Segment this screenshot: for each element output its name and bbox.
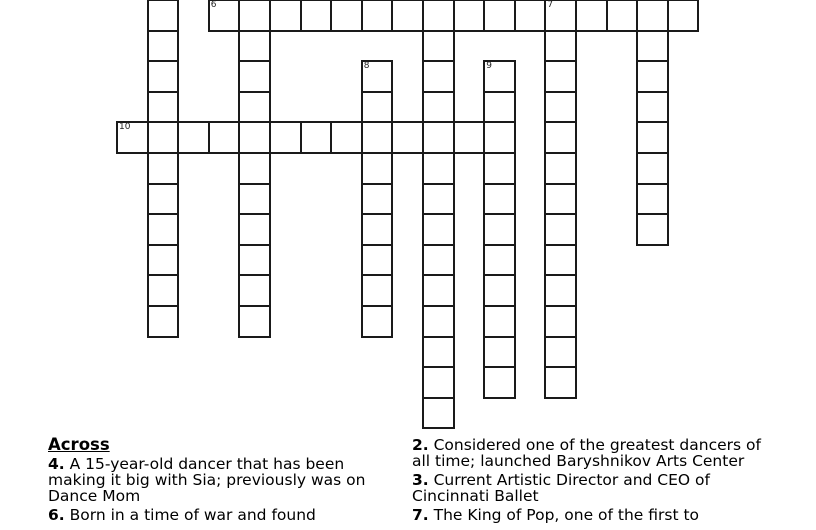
- crossword-cell[interactable]: [238, 305, 271, 338]
- crossword-cell[interactable]: [544, 274, 577, 307]
- clues-left-column: [48, 437, 398, 526]
- crossword-cell[interactable]: [238, 91, 271, 124]
- crossword-cell[interactable]: [453, 0, 486, 32]
- crossword-cell[interactable]: [636, 121, 669, 154]
- crossword-cell[interactable]: [483, 0, 516, 32]
- crossword-cell[interactable]: [422, 213, 455, 246]
- clue-text: Current Artistic Director and CEO of Cincinnati Ballet: [412, 471, 710, 505]
- crossword-cell[interactable]: [361, 213, 394, 246]
- crossword-cell[interactable]: [636, 213, 669, 246]
- crossword-cell[interactable]: [177, 121, 210, 154]
- crossword-cell[interactable]: [483, 183, 516, 216]
- crossword-cell[interactable]: [147, 0, 180, 32]
- clue-number: 6.: [48, 506, 65, 524]
- crossword-cell[interactable]: [147, 60, 180, 93]
- crossword-cell[interactable]: [238, 30, 271, 63]
- crossword-cell[interactable]: [422, 305, 455, 338]
- crossword-cell[interactable]: [636, 152, 669, 185]
- crossword-cell[interactable]: [483, 244, 516, 277]
- crossword-cell[interactable]: [483, 60, 516, 93]
- crossword-cell[interactable]: [453, 121, 486, 154]
- crossword-cell[interactable]: [147, 91, 180, 124]
- crossword-cell[interactable]: [147, 121, 180, 154]
- crossword-cell[interactable]: [361, 305, 394, 338]
- crossword-cell[interactable]: [361, 152, 394, 185]
- clue-3-down: [412, 472, 772, 504]
- crossword-cell[interactable]: [606, 0, 639, 32]
- crossword-cell[interactable]: [361, 60, 394, 93]
- crossword-cell[interactable]: [544, 30, 577, 63]
- crossword-cell[interactable]: [544, 213, 577, 246]
- crossword-cell[interactable]: [269, 0, 302, 32]
- crossword-cell[interactable]: [636, 91, 669, 124]
- clue-4-across: [48, 456, 398, 504]
- crossword-cell[interactable]: [147, 305, 180, 338]
- crossword-cell[interactable]: [147, 152, 180, 185]
- crossword-cell[interactable]: [636, 60, 669, 93]
- crossword-cell[interactable]: [544, 244, 577, 277]
- clue-text: Born in a time of war and found: [64, 506, 316, 524]
- clues-right-column: [412, 437, 772, 526]
- crossword-cell[interactable]: [667, 0, 700, 32]
- crossword-cell[interactable]: [147, 213, 180, 246]
- crossword-cell[interactable]: [238, 244, 271, 277]
- clue-number: 2.: [412, 436, 429, 454]
- crossword-cell[interactable]: [238, 183, 271, 216]
- crossword-cell[interactable]: [422, 274, 455, 307]
- crossword-cell[interactable]: [422, 244, 455, 277]
- crossword-cell[interactable]: [238, 0, 271, 32]
- crossword-cell[interactable]: [391, 0, 424, 32]
- crossword-cell[interactable]: [422, 60, 455, 93]
- crossword-cell[interactable]: [422, 397, 455, 430]
- across-heading: Across: [48, 435, 110, 454]
- crossword-cell[interactable]: [422, 152, 455, 185]
- crossword-cell[interactable]: [544, 152, 577, 185]
- crossword-cell[interactable]: [391, 121, 424, 154]
- crossword-cell[interactable]: [300, 121, 333, 154]
- crossword-cell[interactable]: [483, 366, 516, 399]
- crossword-cell[interactable]: [208, 0, 241, 32]
- crossword-cell[interactable]: [422, 366, 455, 399]
- crossword-cell[interactable]: [147, 244, 180, 277]
- crossword-cell[interactable]: [269, 121, 302, 154]
- clue-text: The King of Pop, one of the first to: [428, 506, 700, 524]
- clue-7-down: [412, 507, 772, 523]
- crossword-cell[interactable]: [361, 0, 394, 32]
- crossword-cell[interactable]: [300, 0, 333, 32]
- clue-2-down: [412, 437, 772, 469]
- crossword-cell[interactable]: [544, 91, 577, 124]
- crossword-cell[interactable]: [361, 244, 394, 277]
- crossword-cell[interactable]: [208, 121, 241, 154]
- crossword-cell[interactable]: [483, 213, 516, 246]
- clue-number: 4.: [48, 455, 65, 473]
- clue-number-label: 8: [363, 61, 370, 72]
- crossword-cell[interactable]: [422, 336, 455, 369]
- clue-text: A 15-year-old dancer that has been making it big with Sia; previously was on Dance Mom: [48, 455, 366, 505]
- crossword-cell[interactable]: [544, 60, 577, 93]
- clue-number-label: 10: [119, 122, 131, 133]
- crossword-cell[interactable]: [544, 336, 577, 369]
- crossword-cell[interactable]: [238, 60, 271, 93]
- crossword-cell[interactable]: [544, 305, 577, 338]
- clue-6-across: [48, 507, 398, 523]
- clue-number-label: 6: [210, 0, 217, 10]
- clue-number-label: 9: [486, 61, 492, 72]
- crossword-cell[interactable]: [238, 213, 271, 246]
- crossword-cell[interactable]: [422, 121, 455, 154]
- crossword-cell[interactable]: [483, 91, 516, 124]
- clue-number-label: 7: [547, 0, 554, 10]
- crossword-cell[interactable]: [544, 0, 577, 32]
- crossword-cell[interactable]: [483, 336, 516, 369]
- crossword-cell[interactable]: [147, 183, 180, 216]
- crossword-cell[interactable]: [636, 183, 669, 216]
- crossword-cell[interactable]: [514, 0, 547, 32]
- crossword-cell[interactable]: [483, 305, 516, 338]
- crossword-cell[interactable]: [636, 30, 669, 63]
- crossword-cell[interactable]: [361, 183, 394, 216]
- crossword-cell[interactable]: [147, 30, 180, 63]
- crossword-cell[interactable]: [238, 274, 271, 307]
- crossword-cell[interactable]: [238, 121, 271, 154]
- crossword-cell[interactable]: [483, 121, 516, 154]
- crossword-cell[interactable]: [422, 91, 455, 124]
- crossword-cell[interactable]: [147, 274, 180, 307]
- crossword-cell[interactable]: [636, 0, 669, 32]
- crossword-cell[interactable]: [361, 91, 394, 124]
- crossword-cell[interactable]: [483, 152, 516, 185]
- clue-number: 3.: [412, 471, 429, 489]
- clue-number: 7.: [412, 506, 429, 524]
- crossword-cell[interactable]: [422, 183, 455, 216]
- crossword-cell[interactable]: [361, 121, 394, 154]
- crossword-cell[interactable]: [544, 366, 577, 399]
- crossword-cell[interactable]: [330, 0, 363, 32]
- crossword-cell[interactable]: [483, 274, 516, 307]
- crossword-cell[interactable]: [361, 274, 394, 307]
- crossword-cell[interactable]: [575, 0, 608, 32]
- crossword-cell[interactable]: [544, 183, 577, 216]
- crossword-cell[interactable]: [544, 121, 577, 154]
- crossword-cell[interactable]: [116, 121, 149, 154]
- crossword-cell[interactable]: [422, 0, 455, 32]
- crossword-cell[interactable]: [238, 152, 271, 185]
- crossword-cell[interactable]: [422, 30, 455, 63]
- crossword-cell[interactable]: [330, 121, 363, 154]
- clue-text: Considered one of the greatest dancers of all time; launched Baryshnikov Arts Center: [412, 436, 761, 470]
